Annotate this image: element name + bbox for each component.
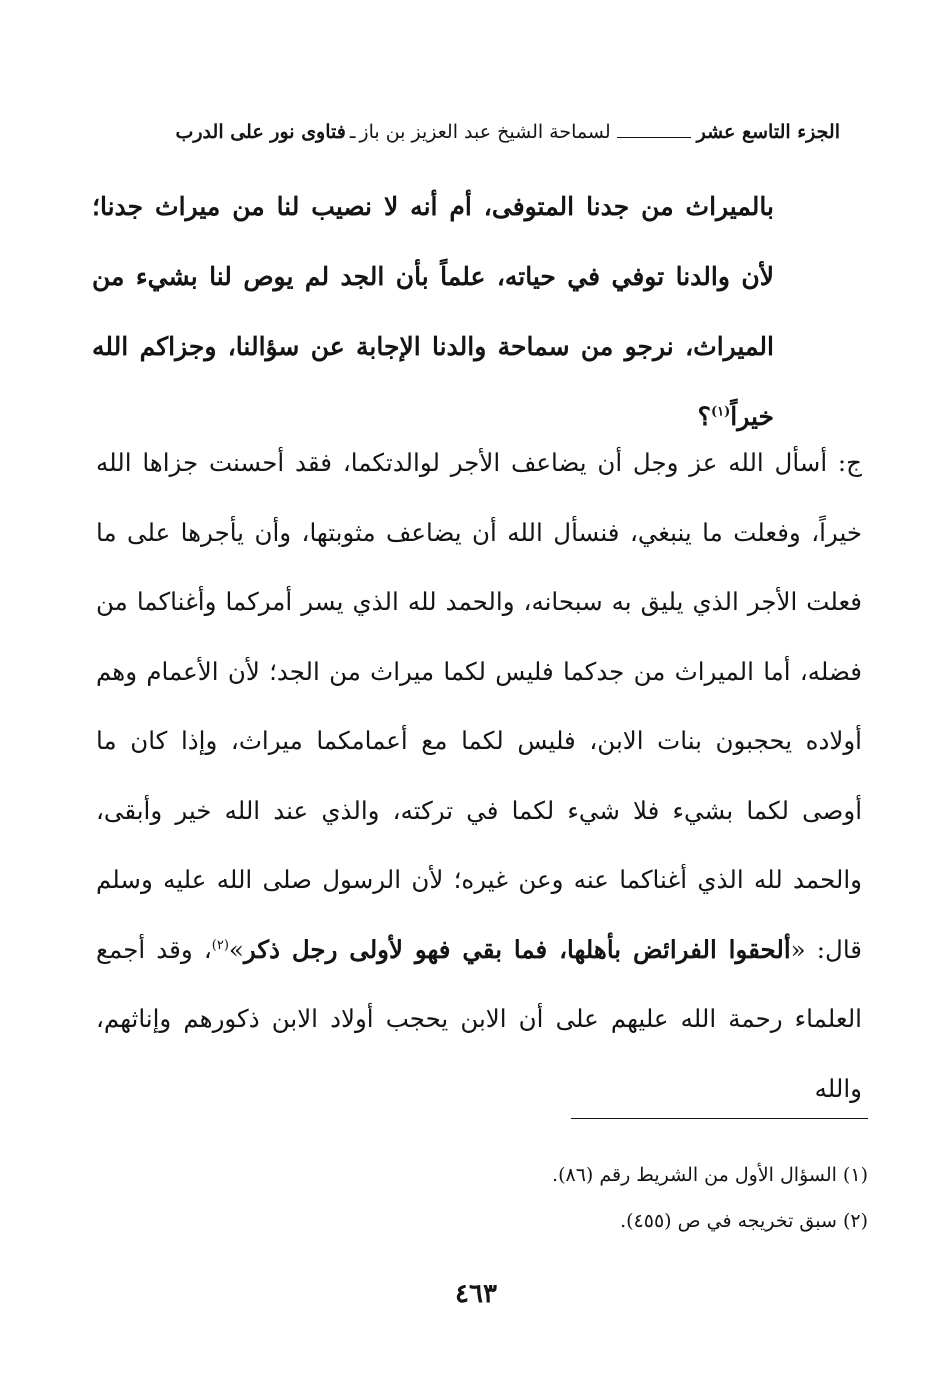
header-author: لسماحة الشيخ عبد العزيز بن باز bbox=[359, 121, 611, 143]
footnotes bbox=[300, 1152, 868, 1244]
footnote-2: (٢) سبق تخريجه في ص (٤٥٥). bbox=[620, 1210, 868, 1232]
footnote-divider bbox=[571, 1118, 868, 1119]
hadith-close-quote: » bbox=[228, 934, 244, 964]
answer-text-after: ، وقد أجمع العلماء رحمة الله عليهم على أن الابن يحجب أولاد الابن ذكورهم وإناثهم، والله bbox=[96, 934, 862, 1103]
header-book-title: فتاوى نور على الدرب bbox=[175, 121, 346, 143]
question-text: بالميراث من جدنا المتوفى، أم أنه لا نصيب لنا من ميراث جدنا؛ لأن والدنا توفي في حياته، علماً بأن الجد لم يوص لنا بشيء من الميراث، نرجو من سماحة والدنا الإجابة عن سؤالنا، وجزاكم الله خيراً bbox=[92, 192, 774, 431]
header-rule bbox=[617, 137, 691, 138]
header-volume: الجزء التاسع عشر bbox=[696, 121, 840, 143]
answer-paragraph bbox=[96, 428, 862, 1123]
footnote-ref-1[interactable]: (١) bbox=[710, 404, 731, 420]
footnote-ref-2[interactable]: (٢) bbox=[211, 937, 229, 953]
header-separator: ـ bbox=[349, 121, 356, 143]
answer-text-before: ج: أسأل الله عز وجل أن يضاعف الأجر لوالدتكما، فقد أحسنت جزاها الله خيراً، وفعلت ما ينبغي، فنسأل الله أن يضاعف مثوبتها، وأن يأجرها على ما فعلت الأجر الذي يليق به سبحانه، والحمد لله الذي يسر أمركما وأغناكما من فضله، أما الميراث من جدكما فليس لكما ميراث من الجد؛ لأن الأعمام وهم أولاده يحجبون بنات الابن، فليس لكما مع أعمامكما ميراث، وإذا كان ما أوصى لكما بشيء فلا شيء لكما في تركته، والذي عند الله خير وأبقى، والحمد لله الذي أغناكما عنه وعن غيره؛ لأن الرسول صلى الله عليه وسلم قال: « bbox=[96, 448, 863, 964]
question-paragraph bbox=[92, 172, 774, 452]
hadith-quote: ألحقوا الفرائض بأهلها، فما بقي فهو لأولى رجل ذكر bbox=[243, 934, 791, 964]
footnote-1: (١) السؤال الأول من الشريط رقم (٨٦). bbox=[552, 1164, 868, 1186]
page-number: ٤٦٣ bbox=[455, 1279, 497, 1309]
running-header bbox=[102, 112, 840, 152]
question-end-mark: ؟ bbox=[697, 402, 711, 431]
